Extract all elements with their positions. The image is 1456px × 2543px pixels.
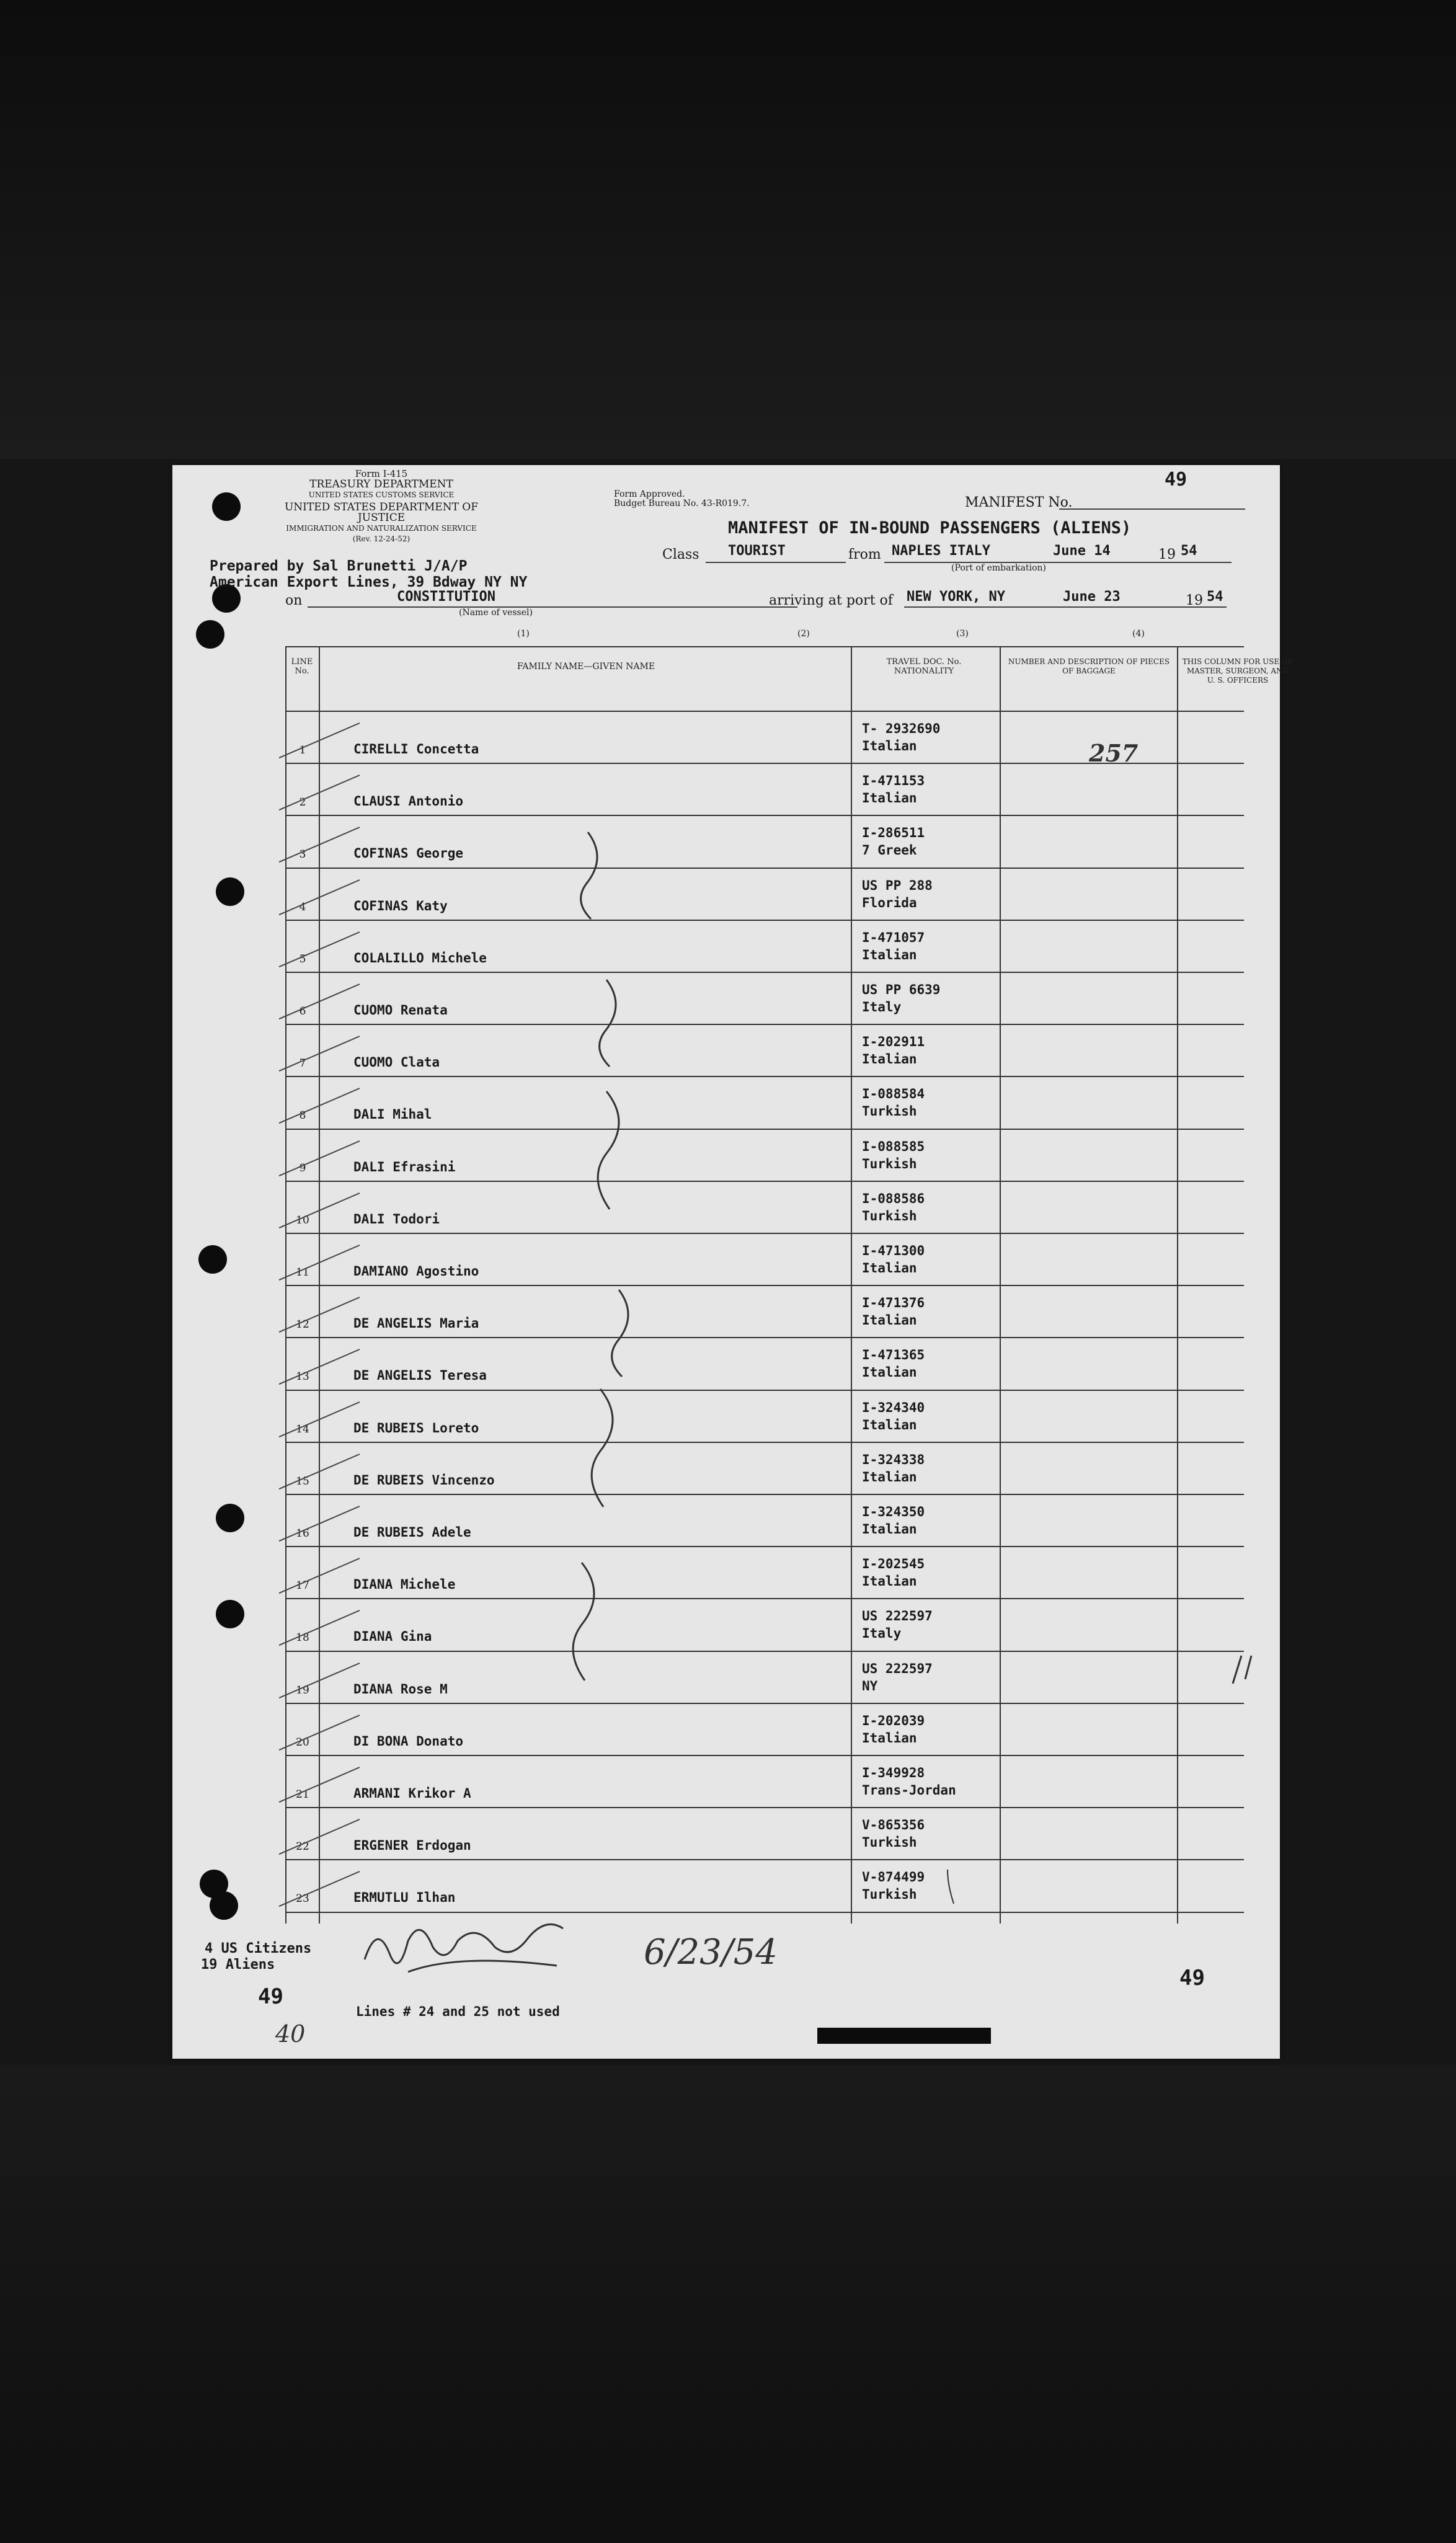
port-of-embarkation: NAPLES ITALY: [892, 543, 990, 559]
handwritten-marks: [172, 465, 1280, 2059]
page-number-right: 49: [1179, 1966, 1205, 1990]
row-line-number: 5: [299, 952, 306, 965]
travel-doc-number: US PP 288: [862, 877, 933, 893]
travel-doc-number: I-349928: [862, 1765, 925, 1780]
row-line-number: 23: [296, 1893, 309, 1906]
bracket-mark: [581, 832, 597, 919]
passenger-name: CUOMO Renata: [353, 1003, 448, 1018]
travel-doc-number: I-471365: [862, 1347, 925, 1363]
passenger-name: DIANA Gina: [353, 1629, 432, 1644]
nationality: Italian: [862, 1417, 917, 1432]
vessel-name: CONSTITUTION: [397, 589, 495, 605]
form-approved: Form Approved.: [614, 489, 685, 499]
row-line-number: 8: [299, 1109, 306, 1122]
travel-doc-number: V-874499: [862, 1870, 925, 1885]
row-line-number: 18: [296, 1631, 309, 1644]
manifest-page: [172, 465, 1294, 2059]
passenger-name: DALI Todori: [353, 1211, 440, 1227]
form-number: Form I-415: [355, 468, 408, 479]
nationality: Italian: [862, 947, 917, 962]
passenger-name: DIANA Rose M: [353, 1681, 448, 1697]
nationality: Trans-Jordan: [862, 1783, 956, 1798]
nationality: Turkish: [862, 1887, 917, 1902]
nationality: Italian: [862, 1261, 917, 1276]
page-number-left: 49: [258, 1984, 283, 2009]
port-embark-caption: (Port of embarkation): [951, 563, 1046, 573]
travel-doc-number: I-088585: [862, 1138, 925, 1154]
embarkation-year: 54: [1181, 543, 1197, 559]
nationality: Italy: [862, 1000, 902, 1014]
nationality: Italian: [862, 1574, 917, 1589]
col-header-baggage: NUMBER AND DESCRIPTION OF PIECES OF BAGGAGE: [1008, 657, 1170, 675]
revision-label: (Rev. 12-24-52): [352, 535, 411, 543]
handwritten-257: 257: [1089, 739, 1139, 767]
row-line-number: 21: [296, 1788, 309, 1801]
row-line-number: 22: [296, 1840, 309, 1853]
row-line-number: 11: [296, 1266, 309, 1279]
handwritten-date: 6/23/54: [644, 1932, 778, 1973]
row-line-number: 3: [299, 848, 306, 861]
nationality: Italian: [862, 1313, 917, 1328]
nationality: Turkish: [862, 1835, 917, 1850]
on-label: on: [285, 593, 303, 608]
bracket-mark: [600, 980, 616, 1067]
passenger-name: CIRELLI Concetta: [353, 742, 479, 757]
passenger-name: ERGENER Erdogan: [353, 1838, 471, 1853]
travel-doc-number: I-202911: [862, 1034, 925, 1050]
row-line-number: 15: [296, 1475, 309, 1488]
class-label: Class: [662, 547, 699, 562]
travel-doc-number: I-471300: [862, 1243, 925, 1258]
arrival-year: 54: [1207, 589, 1223, 605]
passenger-name: DIANA Michele: [353, 1577, 456, 1592]
travel-doc-number: V-865356: [862, 1817, 925, 1833]
travel-doc-number: US PP 6639: [862, 982, 941, 997]
manifest-number: 49: [1165, 469, 1187, 490]
passenger-name: CUOMO Clata: [353, 1055, 440, 1070]
page-tear: [817, 2028, 991, 2044]
nationality: Italian: [862, 1469, 917, 1485]
unused-lines-note: Lines # 24 and 25 not used: [356, 2004, 560, 2019]
nationality: Italy: [862, 1626, 902, 1641]
col-header-doc: TRAVEL DOC. No. NATIONALITY: [886, 657, 962, 676]
passenger-name: COLALILLO Michele: [353, 950, 487, 965]
col-marker-2: (2): [797, 629, 810, 639]
nationality: Italian: [862, 739, 917, 753]
nationality: Italian: [862, 791, 917, 806]
travel-doc-number: I-324338: [862, 1452, 925, 1467]
col-header-name: FAMILY NAME—GIVEN NAME: [517, 662, 655, 672]
justice-label: UNITED STATES DEPARTMENT OF JUSTICE: [284, 501, 479, 524]
nationality: Italian: [862, 1522, 917, 1537]
row-line-number: 7: [299, 1057, 306, 1070]
customs-label: UNITED STATES CUSTOMS SERVICE: [308, 490, 455, 499]
treasury-label: TREASURY DEPARTMENT: [309, 478, 453, 490]
row-line-number: 20: [296, 1736, 309, 1749]
year-prefix: 19: [1158, 547, 1176, 562]
class-value: TOURIST: [728, 543, 786, 559]
passenger-name: DAMIANO Agostino: [353, 1264, 479, 1279]
nationality: Turkish: [862, 1104, 917, 1119]
nationality: NY: [862, 1678, 878, 1693]
travel-doc-number: I-088584: [862, 1086, 925, 1102]
us-citizens-count: 4 US Citizens: [205, 1941, 312, 1956]
embarkation-date: June 14: [1053, 543, 1111, 559]
col-marker-3: (3): [956, 629, 969, 639]
row-line-number: 19: [296, 1684, 309, 1697]
passenger-name: COFINAS Katy: [353, 898, 448, 913]
passenger-name: DE RUBEIS Adele: [353, 1525, 471, 1540]
travel-doc-number: I-471057: [862, 930, 925, 945]
travel-doc-number: I-202545: [862, 1556, 925, 1572]
from-label: from: [848, 547, 881, 562]
col-header-line: LINE No.: [291, 657, 313, 676]
col-header-officers: THIS COLUMN FOR USE OF MASTER, SURGEON, AND U. S. OFFICERS: [1182, 657, 1294, 685]
row-line-number: 14: [296, 1422, 309, 1436]
arrival-port: NEW YORK, NY: [907, 589, 1005, 605]
passenger-name: DALI Efrasini: [353, 1159, 456, 1174]
travel-doc-number: I-324350: [862, 1504, 925, 1519]
bracket-mark: [592, 1389, 613, 1507]
nationality: Italian: [862, 1365, 917, 1380]
row-line-number: 17: [296, 1579, 309, 1592]
bracket-mark: [598, 1091, 619, 1209]
row-line-number: 6: [299, 1005, 306, 1018]
arrival-date: June 23: [1063, 589, 1121, 605]
page-title: MANIFEST OF IN-BOUND PASSENGERS (ALIENS): [728, 518, 1132, 538]
travel-doc-number: I-202039: [862, 1713, 925, 1728]
row-line-number: 13: [296, 1370, 309, 1383]
passenger-name: DALI Mihal: [353, 1107, 432, 1122]
passenger-name: DE RUBEIS Vincenzo: [353, 1472, 495, 1488]
passenger-name: ERMUTLU Ilhan: [353, 1890, 456, 1906]
budget-bureau: Budget Bureau No. 43-R019.7.: [614, 499, 750, 508]
bracket-mark: [573, 1563, 594, 1680]
aliens-count: 19 Aliens: [201, 1957, 275, 1973]
passenger-name: DE ANGELIS Maria: [353, 1316, 479, 1331]
travel-doc-number: I-088586: [862, 1191, 925, 1206]
manifest-label: MANIFEST No.: [965, 495, 1073, 510]
film-border-bottom: [0, 2065, 1456, 2543]
row-line-number: 12: [296, 1318, 309, 1331]
travel-doc-number: I-324340: [862, 1400, 925, 1415]
col-marker-4: (4): [1132, 629, 1145, 639]
ins-label: IMMIGRATION AND NATURALIZATION SERVICE: [286, 524, 477, 533]
nationality: Italian: [862, 1052, 917, 1067]
nationality: Turkish: [862, 1208, 917, 1223]
passenger-name: DE RUBEIS Loreto: [353, 1420, 479, 1436]
passenger-name: CLAUSI Antonio: [353, 794, 464, 809]
handwritten-40: 40: [275, 2020, 306, 2048]
nationality: Italian: [862, 1730, 917, 1746]
arriving-label: arriving at port of: [769, 593, 893, 608]
travel-doc-number: US 222597: [862, 1609, 933, 1624]
shipping-line: American Export Lines, 39 Bdway NY NY: [210, 574, 528, 590]
vessel-caption: (Name of vessel): [459, 608, 533, 618]
travel-doc-number: T- 2932690: [862, 721, 941, 736]
travel-doc-number: I-471376: [862, 1295, 925, 1311]
passenger-name: ARMANI Krikor A: [353, 1786, 471, 1801]
passenger-name: DE ANGELIS Teresa: [353, 1368, 487, 1383]
bracket-mark: [612, 1290, 628, 1377]
signature-scrawl: [358, 1916, 644, 1990]
row-line-number: 2: [299, 796, 306, 809]
passenger-name: DI BONA Donato: [353, 1733, 464, 1749]
prepared-by: Prepared by Sal Brunetti J/A/P: [210, 558, 468, 574]
nationality: Turkish: [862, 1156, 917, 1171]
arrival-year-prefix: 19: [1186, 593, 1203, 608]
col-marker-1: (1): [517, 629, 530, 639]
nationality: Florida: [862, 895, 917, 910]
row-line-number: 10: [296, 1214, 309, 1227]
row-line-number: 4: [299, 900, 306, 913]
row-line-number: 1: [299, 744, 306, 757]
row-line-number: 16: [296, 1527, 309, 1540]
nationality: 7 Greek: [862, 843, 917, 858]
travel-doc-number: I-286511: [862, 825, 925, 841]
passenger-name: COFINAS George: [353, 846, 464, 861]
travel-doc-number: US 222597: [862, 1661, 933, 1676]
travel-doc-number: I-471153: [862, 773, 925, 789]
row-line-number: 9: [299, 1161, 306, 1174]
film-border-top: [0, 0, 1456, 459]
